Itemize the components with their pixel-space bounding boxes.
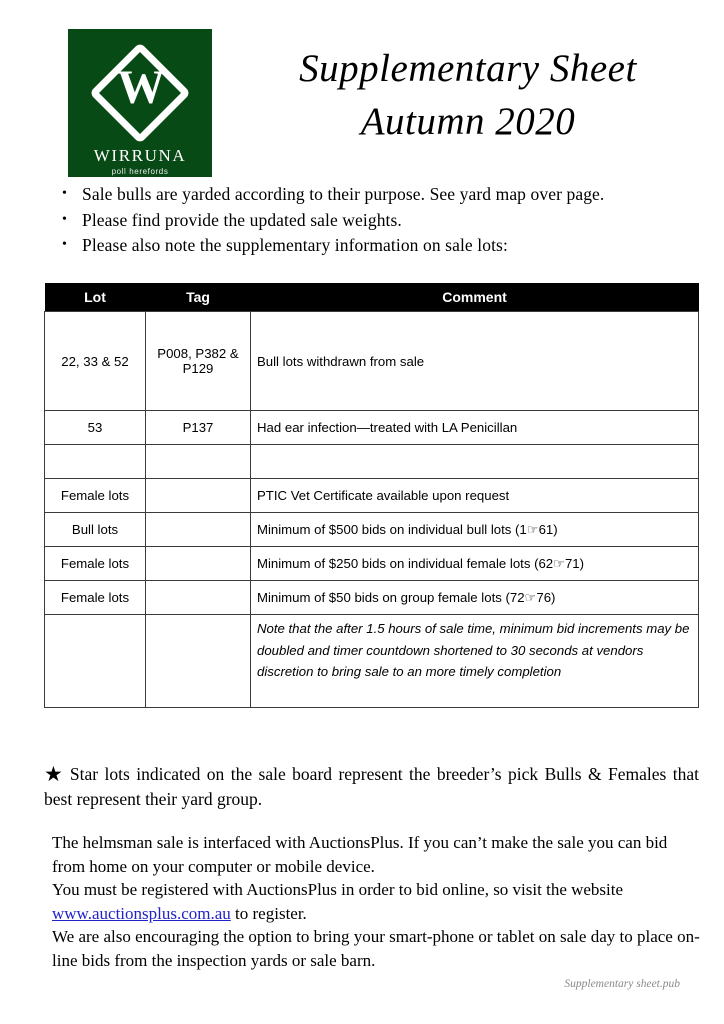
paragraph-2-text-before: You must be registered with AuctionsPlus in order to bid online, so visit the website bbox=[52, 880, 624, 899]
table-header-row bbox=[45, 283, 699, 312]
table-row bbox=[45, 312, 699, 411]
cell-comment: Had ear infection—treated with LA Penicillan bbox=[251, 411, 699, 445]
logo-brand-subtitle: poll herefords bbox=[111, 167, 169, 176]
cell-lot: Bull lots bbox=[45, 513, 146, 547]
cell-comment: Bull lots withdrawn from sale bbox=[251, 312, 699, 411]
list-item: • Please find provide the updated sale weights. bbox=[60, 208, 710, 234]
cell-lot: Female lots bbox=[45, 581, 146, 615]
star-icon: ★ bbox=[44, 762, 65, 786]
cell-comment: Minimum of $500 bids on individual bull lots (1☞61) bbox=[251, 513, 699, 547]
cell-comment: PTIC Vet Certificate available upon request bbox=[251, 479, 699, 513]
auctions-plus-paragraph-1: The helmsman sale is interfaced with AuctionsPlus. If you can’t make the sale you can bid from home on your computer or mobile device. bbox=[52, 833, 668, 876]
table-header bbox=[45, 283, 699, 312]
auctionsplus-link[interactable]: www.auctionsplus.com.au bbox=[52, 903, 231, 923]
cell-tag bbox=[146, 479, 251, 513]
cell-comment-note: Note that the after 1.5 hours of sale time, minimum bid increments may be doubled and timer countdown shortened to 30 seconds at vendors discretion to bring sale to an more timely completion bbox=[251, 615, 699, 708]
supplementary-lots-table bbox=[44, 283, 699, 708]
cell-tag bbox=[146, 513, 251, 547]
logo-diamond-mark bbox=[88, 41, 192, 145]
column-header-tag: Tag bbox=[146, 283, 251, 312]
cell-lot: 22, 33 & 52 bbox=[45, 312, 146, 411]
cell-tag bbox=[146, 615, 251, 708]
column-header-lot: Lot bbox=[45, 283, 146, 312]
cell-comment: Minimum of $50 bids on group female lots (72☞76) bbox=[251, 581, 699, 615]
cell-lot bbox=[45, 615, 146, 708]
column-header-comment: Comment bbox=[251, 283, 699, 312]
cell-lot bbox=[45, 445, 146, 479]
document-header bbox=[0, 0, 724, 180]
auctions-plus-paragraph-2 bbox=[52, 878, 700, 925]
document-footer: Supplementary sheet.pub bbox=[564, 978, 680, 990]
cell-tag bbox=[146, 445, 251, 479]
cell-tag: P008, P382 & P129 bbox=[146, 312, 251, 411]
cell-lot: 53 bbox=[45, 411, 146, 445]
cell-comment: Minimum of $250 bids on individual female lots (62☞71) bbox=[251, 547, 699, 581]
cell-tag bbox=[146, 581, 251, 615]
table-row bbox=[45, 581, 699, 615]
table-row bbox=[45, 547, 699, 581]
cell-tag: P137 bbox=[146, 411, 251, 445]
table-body bbox=[45, 312, 699, 708]
cell-lot: Female lots bbox=[45, 547, 146, 581]
list-item: • Sale bulls are yarded according to their purpose. See yard map over page. bbox=[60, 182, 710, 208]
intro-bullet-list bbox=[60, 182, 710, 259]
table-row bbox=[45, 479, 699, 513]
table-row bbox=[45, 411, 699, 445]
wirruna-logo bbox=[68, 29, 212, 177]
auctions-plus-paragraph-3: We are also encouraging the option to bring your smart-phone or tablet on sale day to place on-line bids from the inspection yards or sale barn. bbox=[52, 927, 700, 970]
cell-tag bbox=[146, 547, 251, 581]
cell-comment bbox=[251, 445, 699, 479]
cell-lot: Female lots bbox=[45, 479, 146, 513]
page-title-line1: Supplementary Sheet bbox=[299, 47, 637, 90]
paragraph-2-text-after: to register. bbox=[230, 903, 307, 923]
page-title bbox=[228, 42, 708, 148]
star-lots-note-text: Star lots indicated on the sale board represent the breeder’s pick Bulls & Females that best represent their yard group. bbox=[44, 764, 700, 809]
star-lots-note bbox=[44, 762, 699, 812]
list-item: • Please also note the supplementary information on sale lots: bbox=[60, 233, 710, 259]
logo-brand-name: WIRRUNA bbox=[93, 146, 187, 165]
auctions-plus-info bbox=[52, 831, 700, 972]
table-row bbox=[45, 445, 699, 479]
page-title-line2: Autumn 2020 bbox=[360, 100, 576, 143]
logo-monogram: W bbox=[117, 61, 163, 114]
table-row bbox=[45, 615, 699, 708]
table-row bbox=[45, 513, 699, 547]
